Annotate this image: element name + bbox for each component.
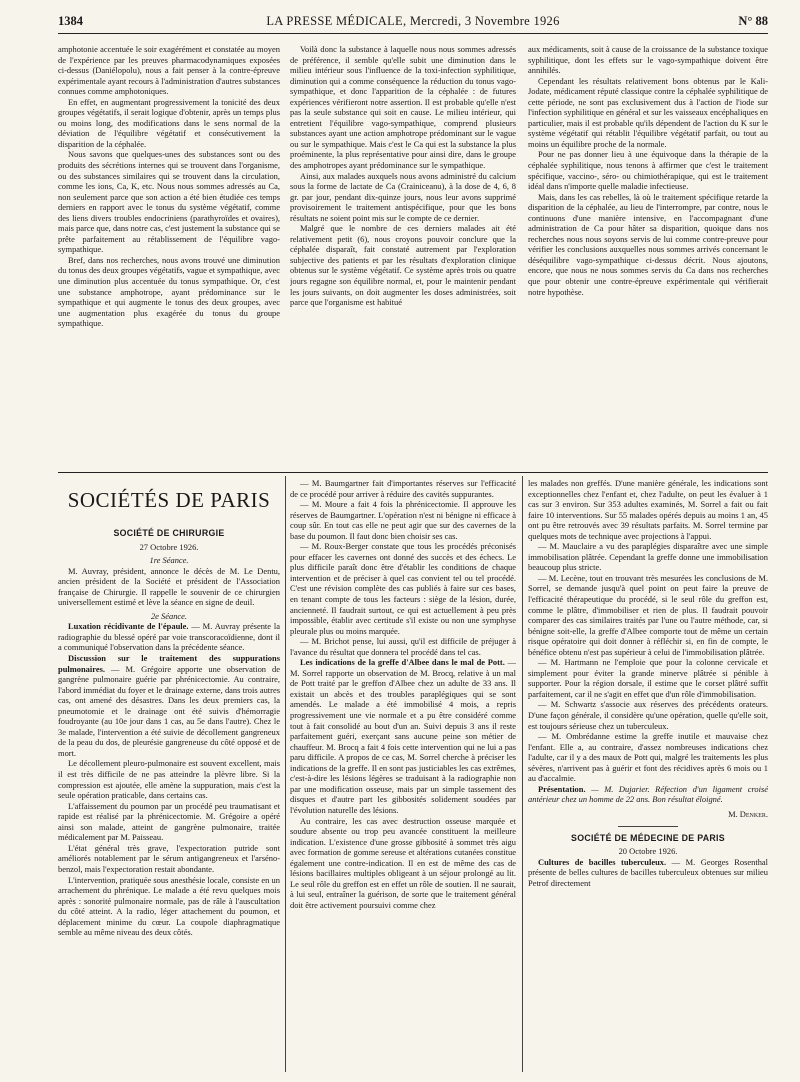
paragraph: — M. Auvray présente la radiographie du blessé opéré par voie transcoracoïdienne, dont il a communiqué l'observation dans la précédente séance. xyxy=(58,621,280,653)
paragraph: — M. Schwartz s'associe aux réserves des précédents orateurs. D'une façon générale, il considère qu'une opération, quelle qu'elle soit, est toujours sérieuse chez un tuberculeux. xyxy=(528,699,768,731)
paragraph: — M. Baumgartner fait d'importantes réserves sur l'efficacité de ce procédé pour arriver à réduire des cavités suppurantes. xyxy=(290,478,516,499)
column-divider xyxy=(522,476,523,1072)
paragraph: — M. Sorrel rapporte un observation de M. Brocq, relative à un mal de Pott traité par le greffon d'Albee chez un adulte de 33 ans. Il existait un abcès et des troubles paraplégiques qui se sont amendés. Le malade a été immobilisé 4 mois, a repris progressivement une vie normale et a pu être considéré comme tout à fait consolidé au bout d'un an. Suivi depuis 3 ans il reste parfaitement guéri, exerçant sans aucune peine son métier de chauffeur. M. Brocq a fait 4 fois cette intervention qui ne lui a pas paru difficile. A propos de ce cas, M. Sorrel cherche à préciser les indications de la greffe. Il en sont pas justiciables les cas extrêmes, c'est-à-dire les lésions légères se traduisant à la radiographie non par une modification osseuse, mais par un simple tassement des disques et d'autre part les gibbosités solidement soudées par l'évolution naturelle des lésions. xyxy=(290,657,516,815)
society-heading: SOCIÉTÉ DE CHIRURGIE xyxy=(113,528,225,538)
paragraph: aux médicaments, soit à cause de la croissance de la substance toxique syphilitique, dont les effets sur le vago-sympathique doivent être annihilés. xyxy=(528,44,768,76)
paragraph: L'intervention, pratiquée sous anesthésie locale, consiste en un arrachement du phrénique. Le malade a été revu quelques mois après : sonorité pulmonaire normale, pas de râle à l'auscultation du côté atteint. A la radio, léger attachement du poumon, et déplacement minime du cœur. La coupole diaphragmatique semble au même niveau des deux côtés. xyxy=(58,874,280,938)
paragraph: — M. Dujarier. Réfection d'un ligament croisé antérieur chez un homme de 22 ans. Bon résultat éloigné. xyxy=(528,783,768,805)
paragraph: Au contraire, les cas avec destruction osseuse marquée et soudure absente ou trop peu avancée constituent la meilleure indication. L'existence d'une grosse gibbosité à sommet très aigu avec formation de gomme sereuse et altérations cutanées constitue également une contre-indication. Il en est de même des cas de lésions bacillaires multiples obligeant à un séjour prolongé au lit. Le seul rôle du greffon est en effet un rôle de soutien. Il ne saurait, à lui seul, entraîner la guérison, de sorte que le traitement général doit être activement poursuivi comme chez xyxy=(290,815,516,910)
paragraph: — M. Georges Rosenthal présente de belles cultures de bacilles tuberculeux obtenues sur milieu Petrof directement xyxy=(528,856,768,888)
paragraph: Pour ne pas donner lieu à une équivoque dans la thérapie de la céphalée syphilitique, nous tenons à affirmer que c'est le traitement spécifique, vaccino-, séro- ou chimiothérapique, qui est le traitement idéal dans n'importe quelle maladie infectieuse. xyxy=(528,149,768,192)
top-column-1 xyxy=(58,44,280,464)
signature: M. Denker. xyxy=(728,808,768,819)
top-column-2 xyxy=(290,44,516,464)
paragraph: Nous savons que quelques-unes des substances sont ou des produits des sécrétions internes qui se trouvent dans l'organisme, ou des substances similaires qui se trouvent dans la circulation, comme les ions, Ca, K, etc. Nous nous sommes adressés au Ca, non seulement parce que son action a été bien étudiée ces temps derniers en rapport avec le tonus du système végétatif, comme des liens divers troubles endocriniens (parathyroïdes et ovaires), mais parce que, dans notre cas, c'est justement la substance qui se prête parfaitement au rétablissement de l'équilibre vago-sympathique. xyxy=(58,149,280,255)
session-date: 20 Octobre 1926. xyxy=(618,846,678,857)
paragraph: — M. Brichot pense, lui aussi, qu'il est difficile de préjuger à l'avance du résultat que donnera tel procédé dans tel cas. xyxy=(290,636,516,657)
paragraph: L'état général très grave, l'expectoration putride sont améliorés notablement par le sérum antigangreneux et l'arséno-benzol, mais l'expectoration restait abondante. xyxy=(58,842,280,874)
section-title: SOCIÉTÉS DE PARIS xyxy=(67,488,271,512)
journal-title: LA PRESSE MÉDICALE, Mercredi, 3 Novembre 1926 xyxy=(266,14,560,28)
paragraph: Ainsi, aux malades auxquels nous avons administré du calcium sous la forme de lactate de Ca (Crainiceanu), à la dose de 4, 6, 8 gr. par jour, pendant dix-quinze jours, nous leur avons supprimé provisoirement le traitement antispécifique, pour que les bons résultats ne soient point mis sur le compte de ce dernier. xyxy=(290,170,516,223)
paragraph: — M. Hartmann ne l'emploie que pour la colonne cervicale et simplement pour éviter la grande minerve plâtrée si pénible à supporter. Pour la région dorsale, il estime que le corset plâtré suffit parfaitement, car il ne s'agit en effet que d'un rôle d'immobilisation. xyxy=(528,657,768,699)
paragraph: En effet, en augmentant progressivement la tonicité des deux groupes végétatifs, il serait logique d'obtenir, après un temps plus ou moins long, des modifications dans le sens normal de la déviation de l'équilibre végétatif et consécutivement la disparition de la céphalée. xyxy=(58,96,280,149)
bottom-column-2 xyxy=(290,478,516,1078)
paragraph: L'affaissement du poumon par un procédé peu traumatisant et rapide est réalisé par la phrénicectomie. M. Grégoire a opéré ainsi son malade, atteint de gangrène pulmonaire, traitée médicalement par M. Paisseau. xyxy=(58,800,280,843)
paragraph: — M. Lecène, tout en trouvant très mesurées les conclusions de M. Sorrel, se demande jusqu'à quel point on peut faire la preuve de l'efficacité thérapeutique du procédé, si le seul rôle du greffon est, comme le plâtre, d'immobiliser et rien de plus. Il faudrait pouvoir comparer des cas similaires traités par l'une ou l'autre méthode, car, si bénigne soit-elle, la greffe d'Albee comporte tout de même un certain risque opératoire qui doit donner à réfléchir si, en fin de compte, le bénéfice obtenu n'est pas supérieur à celui de l'immobilisation plâtrée. xyxy=(528,572,768,657)
paragraph: — M. Mauclaire a vu des paraplégies disparaître avec une simple immobilisation plâtrée. Cependant la greffe donne une immobilisation beaucoup plus stricte. xyxy=(528,541,768,573)
session-label: 2e Séance. xyxy=(150,610,188,621)
bottom-column-3 xyxy=(528,478,768,1078)
divider xyxy=(618,826,678,827)
page-number: 1384 xyxy=(58,14,83,28)
paragraph: Mais, dans les cas rebelles, là où le traitement spécifique retarde la disparition de la céphalée, au lieu de l'interrompre, par contre, nous le continuons d'une manière intensive, en l'accompagnant d'une administration de Ca pour hâter sa disparition, quoique dans nos recherches nous nous soyons servis de lui comme contre-preuve pour vérifier les conclusions auxquelles nous sommes arrivés concernant le déséquilibre vago-sympathique ci-dessus décrit. Nous ajoutons, encore, que nous ne nous sommes servis du Ca dans nos recherches que pour obtenir une contre-épreuve expérimentale qui vérifierait notre hypothèse. xyxy=(528,191,768,297)
topic-heading: Les indications de la greffe d'Albee dans le mal de Pott. xyxy=(300,657,505,668)
paragraph: Voilà donc la substance à laquelle nous nous sommes adressés de préférence, il semble qu'elle subit une diminution dans le milieu intérieur sous l'influence de la toxi-infection syphilitique, diminution qui a comme conséquence la réduction du tonus vago-sympathique, et donc l'apparition de la céphalée : de futures expériences vérifieront notre assertion. Il est probable qu'elle n'est pas la seule substance qui soit en cause. Le milieu intérieur, qui entretient l'équilibre vago-sympathique, comprend plusieurs substances ayant une action amphotrope prédominant sur le vague ou sur le sympathique. Mais c'est le Ca qui est la substance la plus proéminente, la plus représentative pour ainsi dire, dans le groupe des amphotropes ayant prédominance sur le sympathique. xyxy=(290,44,516,171)
section-divider xyxy=(58,472,768,473)
top-column-3 xyxy=(528,44,768,464)
paragraph: les malades non greffés. D'une manière générale, les indications sont exceptionnelles chez l'enfant et, chez l'adulte, on peut les évaluer à 1 cas sur 3 environ. Sur 353 adultes examinés, M. Sorrel a fait ou fait faire 10 interventions. Sur 55 malades opérés depuis au moins 1 an, 45 ont pu être retrouvés avec 39 résultats parfaits. M. Sorrel termine par quelques mots de technique avec projections à l'appui. xyxy=(528,478,768,541)
session-date: 27 Octobre 1926. xyxy=(139,541,199,552)
paragraph: Bref, dans nos recherches, nous avons trouvé une diminution du tonus des deux groupes végétatifs, vague et sympathique, avec une diminution plus accentuée du tonus sympathique. Or, c'est une substance amphotrope, ayant prédominance sur le sympathique et qui augmente le tonus des deux groupes, avec une augmentation plus exagérée du tonus du groupe sympathique. xyxy=(58,254,280,329)
topic-heading: Luxation récidivante de l'épaule. xyxy=(68,621,189,632)
paragraph: Cependant les résultats relativement bons obtenus par le Kali-Jodate, médicament réputé classique contre la céphalée syphilitique de cette période, ne sont pas exclusivement dus à l'action de l'iode sur l'infection syphilitique en général et sur les vaisseaux encéphaliques en particulier, mais il est probable qu'ils dépendent de l'action du K sur le système végétatif qui rétablit l'équilibre végétatif parfait, ou tout au moins un équilibre proche de la normale. xyxy=(528,75,768,149)
paragraph: Malgré que le nombre de ces derniers malades ait été relativement petit (6), nous croyons pouvoir conclure que la céphalée disparaît, fait constaté autrement par l'exploration subjective des patients et par les résultats d'exploration clinique obtenus sur le système végétatif. Ce système après trois ou quatre jours regagne son équilibre normal, et, pour le maintenir pendant les jours suivants, on doit augmenter les doses administrées, soit parce que l'organisme est habitué xyxy=(290,223,516,308)
paragraph: — M. Ombrédanne estime la greffe inutile et mauvaise chez l'enfant. Elle a, au contraire, d'assez nombreuses indications chez l'adulte, car il y a des maux de Pott qui, malgré les traitements les plus sévères, n'arrivent pas à guérir et font des récidives après 6 mois ou 1 au d'accalmie. xyxy=(528,731,768,784)
paragraph: amphotonie accentuée le soir exagérément et constatée au moyen de l'expérience par les preuves pharmacodynamiques exposées ci-dessus (Daniélopolu), nous a fait penser à la contre-épreuve expérimentale ayant recours à l'administration d'autres substances connues comme amphotoniques. xyxy=(58,44,280,97)
page-header xyxy=(58,12,768,34)
paragraph: — M. Moure a fait 4 fois la phrénicectomie. Il approuve les réserves de Baumgartner. L'opération n'est ni bénigne ni efficace à coup sûr. En tout cas elle ne peut agir que sur des cavernes de la base du poumon. Il faut donc bien choisir ses cas. xyxy=(290,499,516,541)
paragraph: — M. Roux-Berger constate que tous les procédés préconisés pour effacer les cavernes ont donné des succès et des échecs. Le plus difficile paraît donc être d'établir les conditions de chaque intervention et de préciser à quel cas convient tel ou tel procédé. C'est une révision complète des cas publiés à faire sur ces bases, en tenant compte de tous les facteurs : siège de la lésion, durée, ancienneté. Il faudrait surtout, ce qui est actuellement à peu près impossible, établir avec certitude s'il existe ou non une symphyse pleurale plus ou moins marquée. xyxy=(290,541,516,636)
issue-number: N° 88 xyxy=(738,14,768,28)
paragraph: — M. Grégoire apporte une observation de gangrène pulmonaire guérie par phrénicectomie. Au contraire, l'abord immédiat du foyer et le drainage externe, dans trois autres cas, ont amené des désastres. Dans les deux premiers cas, la pneumotomie et le drainage ont été suivis d'hémorragie foudroyante (au 10e jour dans 1 cas, au 5e dans l'autre). Chez le 3e malade, l'intervention a été suivie de décollement gangreneux de la peau du dos, de pleurésie gangreneuse du côté opposé et de mort. xyxy=(58,663,280,758)
topic-heading: Cultures de bacilles tuberculeux. xyxy=(538,856,667,867)
paragraph: Le décollement pleuro-pulmonaire est souvent excellent, mais il est très difficile de ne pas atteindre la plèvre libre. Si la compression est ajoutée, elle amène la suppuration, mais c'est la seule opération praticable, dans certains cas. xyxy=(58,758,280,801)
session-label: 1re Séance. xyxy=(149,555,189,566)
paragraph: M. Auvray, président, annonce le décès de M. Le Dentu, ancien président de la Société et président de l'Association française de Chirurgie. Il rappelle le souvenir de ce chirurgien universellement estimé et lève la séance en signe de deuil. xyxy=(58,565,280,608)
bottom-column-1 xyxy=(58,524,280,1079)
topic-heading: Discussion sur le traitement des suppurations pulmonaires. xyxy=(58,653,280,674)
society-heading: SOCIÉTÉ DE MÉDECINE DE PARIS xyxy=(571,832,725,843)
column-divider xyxy=(285,476,286,1072)
topic-heading: Présentation. xyxy=(538,783,586,794)
